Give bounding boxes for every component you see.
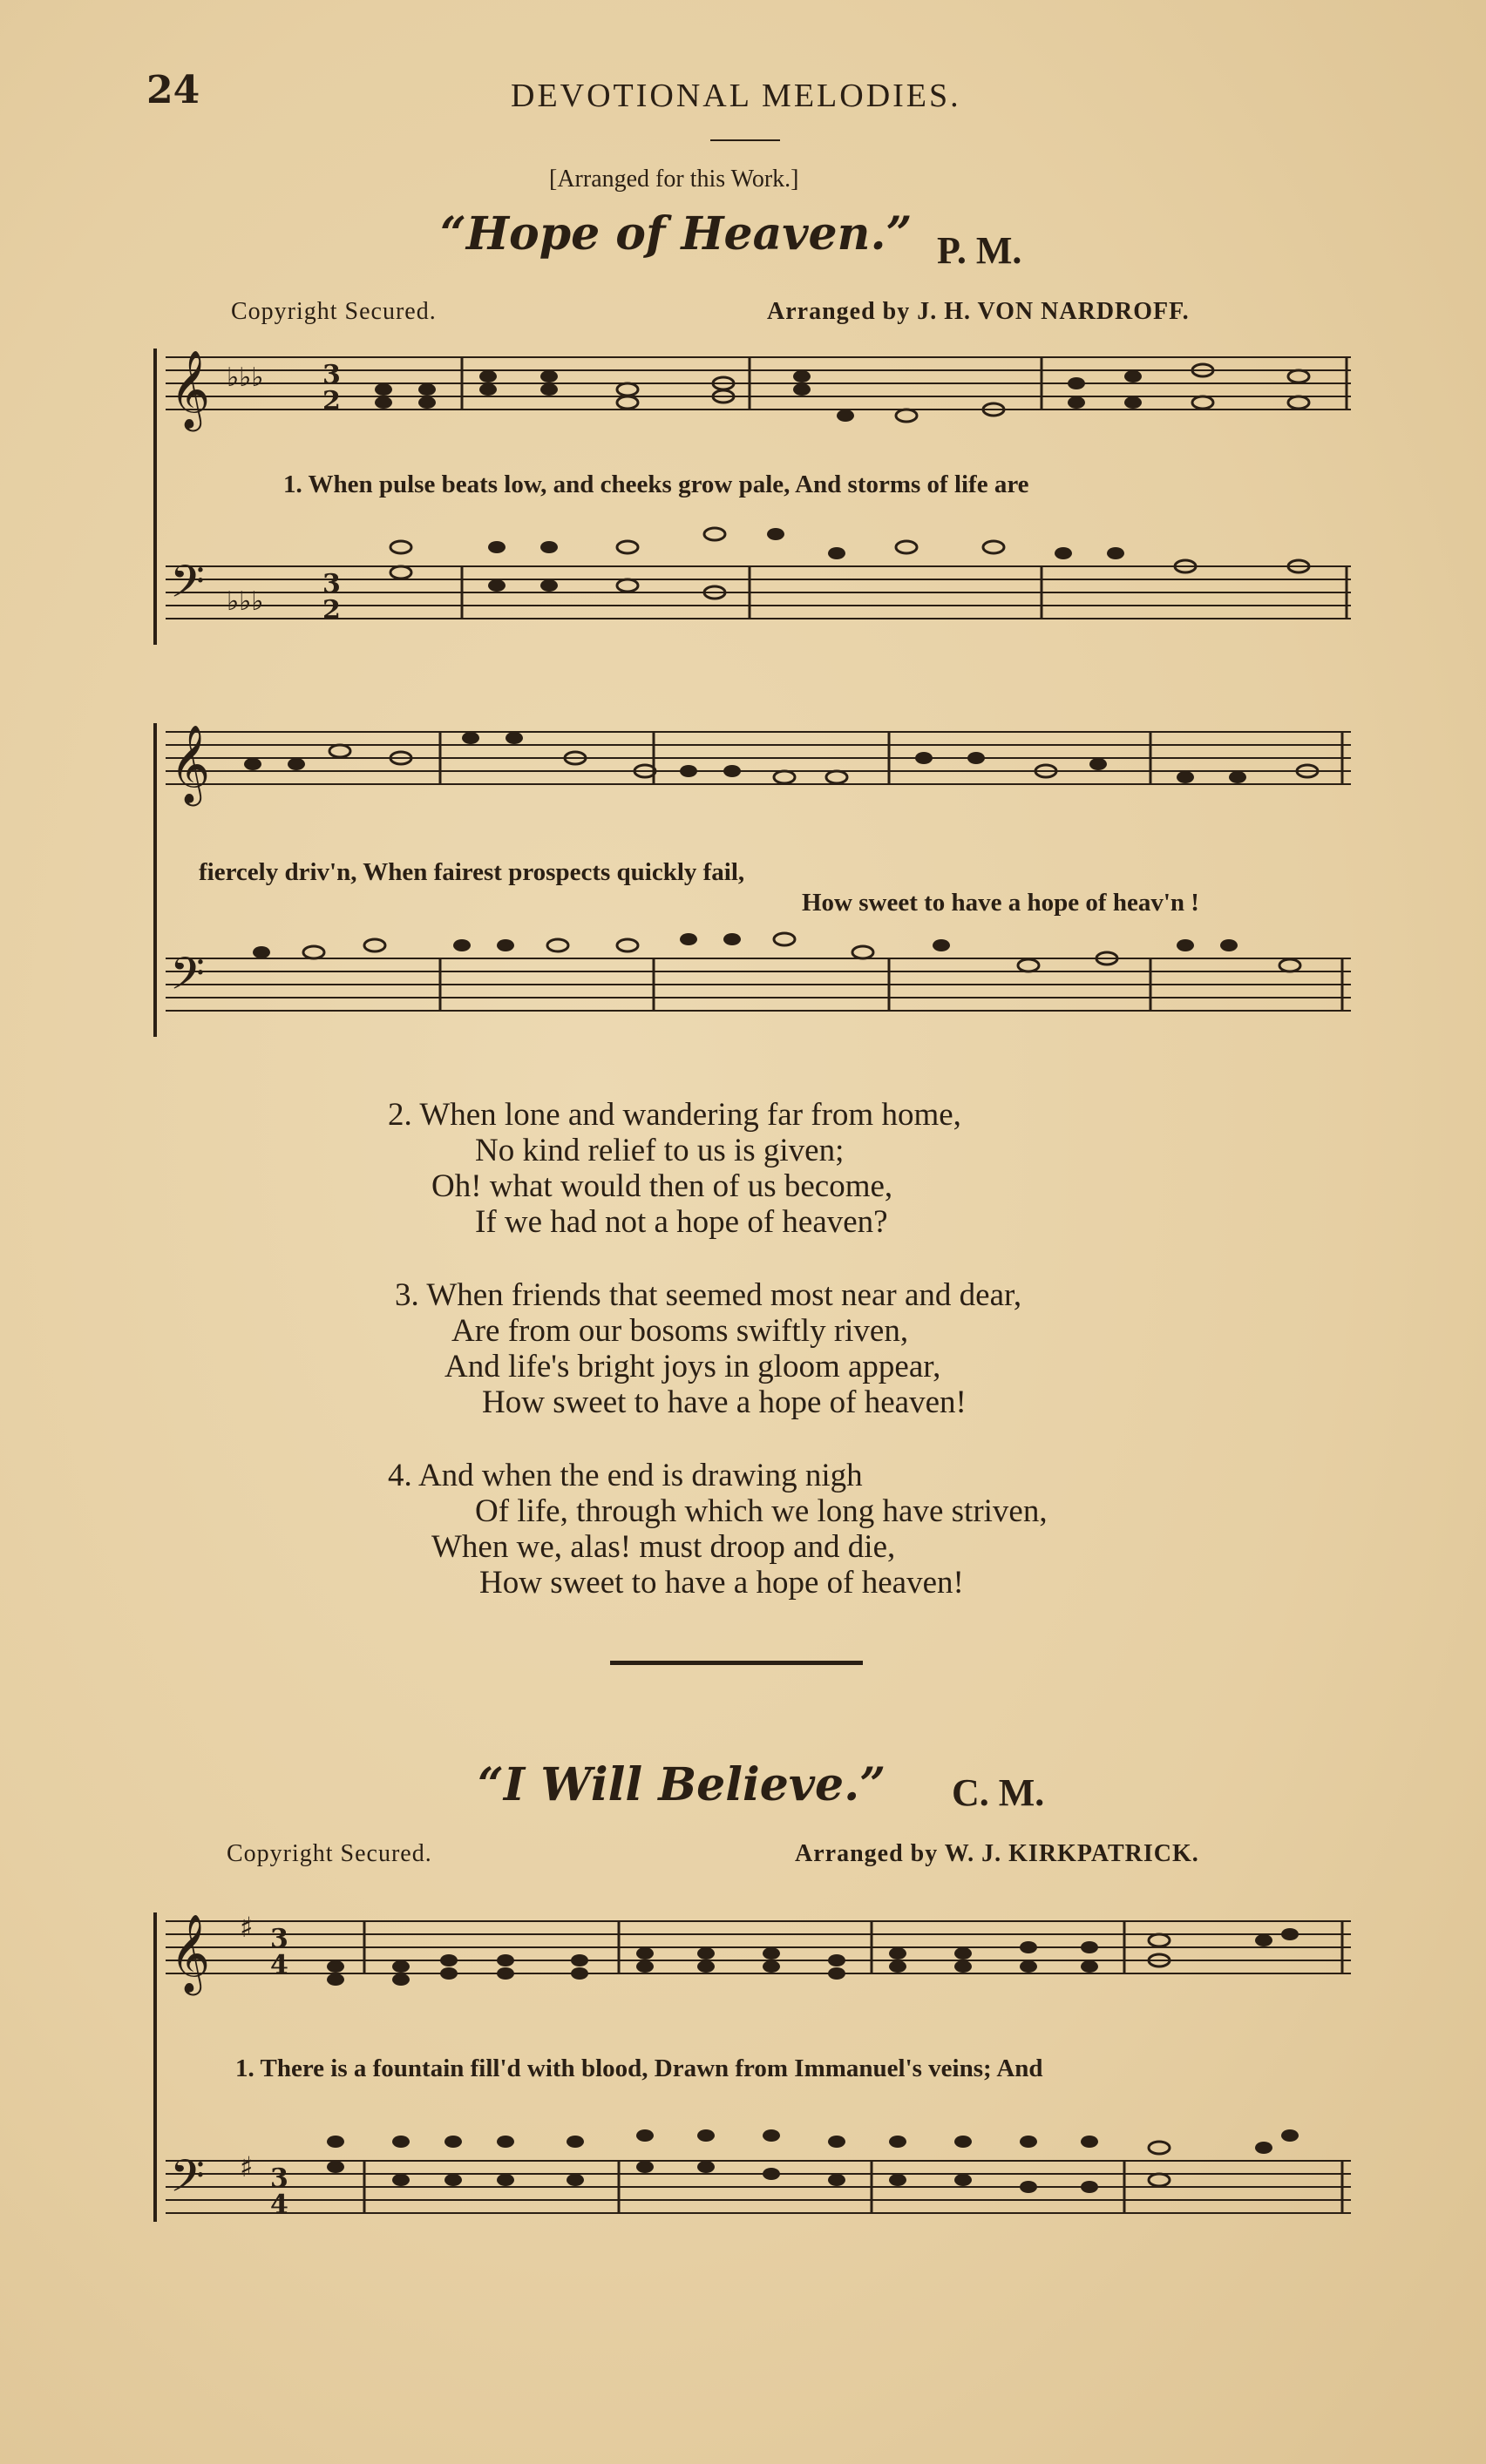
bass-clef-icon: 𝄢 [170, 555, 205, 619]
hymn2-arranger: Arranged by W. J. KIRKPATRICK. [795, 1840, 1199, 1867]
svg-text:♯: ♯ [240, 2150, 254, 2183]
hymn2-lyric-line1: 1. There is a fountain fill'd with blood, Drawn from Immanuel's veins; And [235, 2054, 1043, 2082]
hymn1-system1-bass-staff [166, 566, 1351, 619]
hymn1-system2-bass-staff [166, 958, 1351, 1011]
hymn2-system1-treble-notes [327, 1928, 1299, 1986]
treble-clef-icon: 𝄞 [170, 350, 211, 429]
verse-line: Of life, through which we long have striven, [475, 1493, 1048, 1529]
svg-text:3: 3 [322, 569, 341, 599]
svg-text:3: 3 [270, 1924, 288, 1954]
hymn1-copyright: Copyright Secured. [231, 298, 437, 325]
verse-line: When we, alas! must droop and die, [431, 1529, 896, 1565]
verse-line: How sweet to have a hope of heaven! [479, 1565, 964, 1601]
svg-text:♯: ♯ [240, 1911, 254, 1944]
hymn1-lyric-line2b: How sweet to have a hope of heav'n ! [802, 889, 1199, 917]
hymn2-title: “I Will Believe.” [478, 1758, 886, 1811]
verse-line: If we had not a hope of heaven? [475, 1204, 888, 1240]
bass-clef-icon: 𝄢 [170, 947, 205, 1011]
hymn1-lyric-line2a: fiercely driv'n, When fairest prospects quickly fail, [199, 858, 745, 886]
svg-text:♭♭♭: ♭♭♭ [227, 586, 264, 617]
hymn1-system1-treble-staff [166, 357, 1351, 410]
svg-text:2: 2 [322, 595, 341, 626]
hymn1-arranger: Arranged by J. H. VON NARDROFF. [767, 298, 1190, 325]
verse-line: And life's bright joys in gloom appear, [444, 1349, 941, 1384]
page-number: 24 [146, 68, 200, 112]
hymn1-title: “Hope of Heaven.” [440, 207, 913, 261]
verse-line: How sweet to have a hope of heaven! [482, 1384, 967, 1420]
section-divider [610, 1661, 863, 1665]
arrangement-note: [Arranged for this Work.] [549, 166, 799, 193]
treble-clef-icon: 𝄞 [170, 1914, 211, 1993]
hymn1-lyric-line1: 1. When pulse beats low, and cheeks grow pale, And storms of life are [283, 470, 1029, 498]
bass-clef-icon: 𝄢 [170, 2149, 205, 2213]
treble-clef-icon: 𝄞 [170, 725, 211, 803]
verse-line: No kind relief to us is given; [475, 1133, 845, 1168]
svg-text:♭♭♭: ♭♭♭ [227, 362, 264, 393]
svg-text:4: 4 [270, 1950, 288, 1980]
verse-line: 2. When lone and wandering far from home, [388, 1097, 961, 1133]
verse-line: Oh! what would then of us become, [431, 1168, 893, 1204]
hymn1-system1-treble-notes [375, 364, 1309, 422]
hymn1-system1-bass-notes [390, 528, 1309, 599]
running-title: DEVOTIONAL MELODIES. [511, 78, 961, 114]
verse-line: Are from our bosoms swiftly riven, [451, 1313, 909, 1349]
svg-text:2: 2 [322, 386, 341, 416]
hymn2-copyright: Copyright Secured. [227, 1840, 432, 1867]
verse-line: 4. And when the end is drawing nigh [388, 1458, 863, 1493]
hymn1-meter: P. M. [937, 229, 1022, 272]
verse-line: 3. When friends that seemed most near and dear, [395, 1277, 1022, 1313]
hymn1-system2-bass-notes [253, 933, 1300, 971]
svg-text:3: 3 [270, 2163, 288, 2194]
svg-text:4: 4 [270, 2190, 288, 2220]
hymn2-meter: C. M. [952, 1771, 1045, 1814]
svg-text:3: 3 [322, 360, 341, 390]
header-divider [710, 139, 780, 141]
